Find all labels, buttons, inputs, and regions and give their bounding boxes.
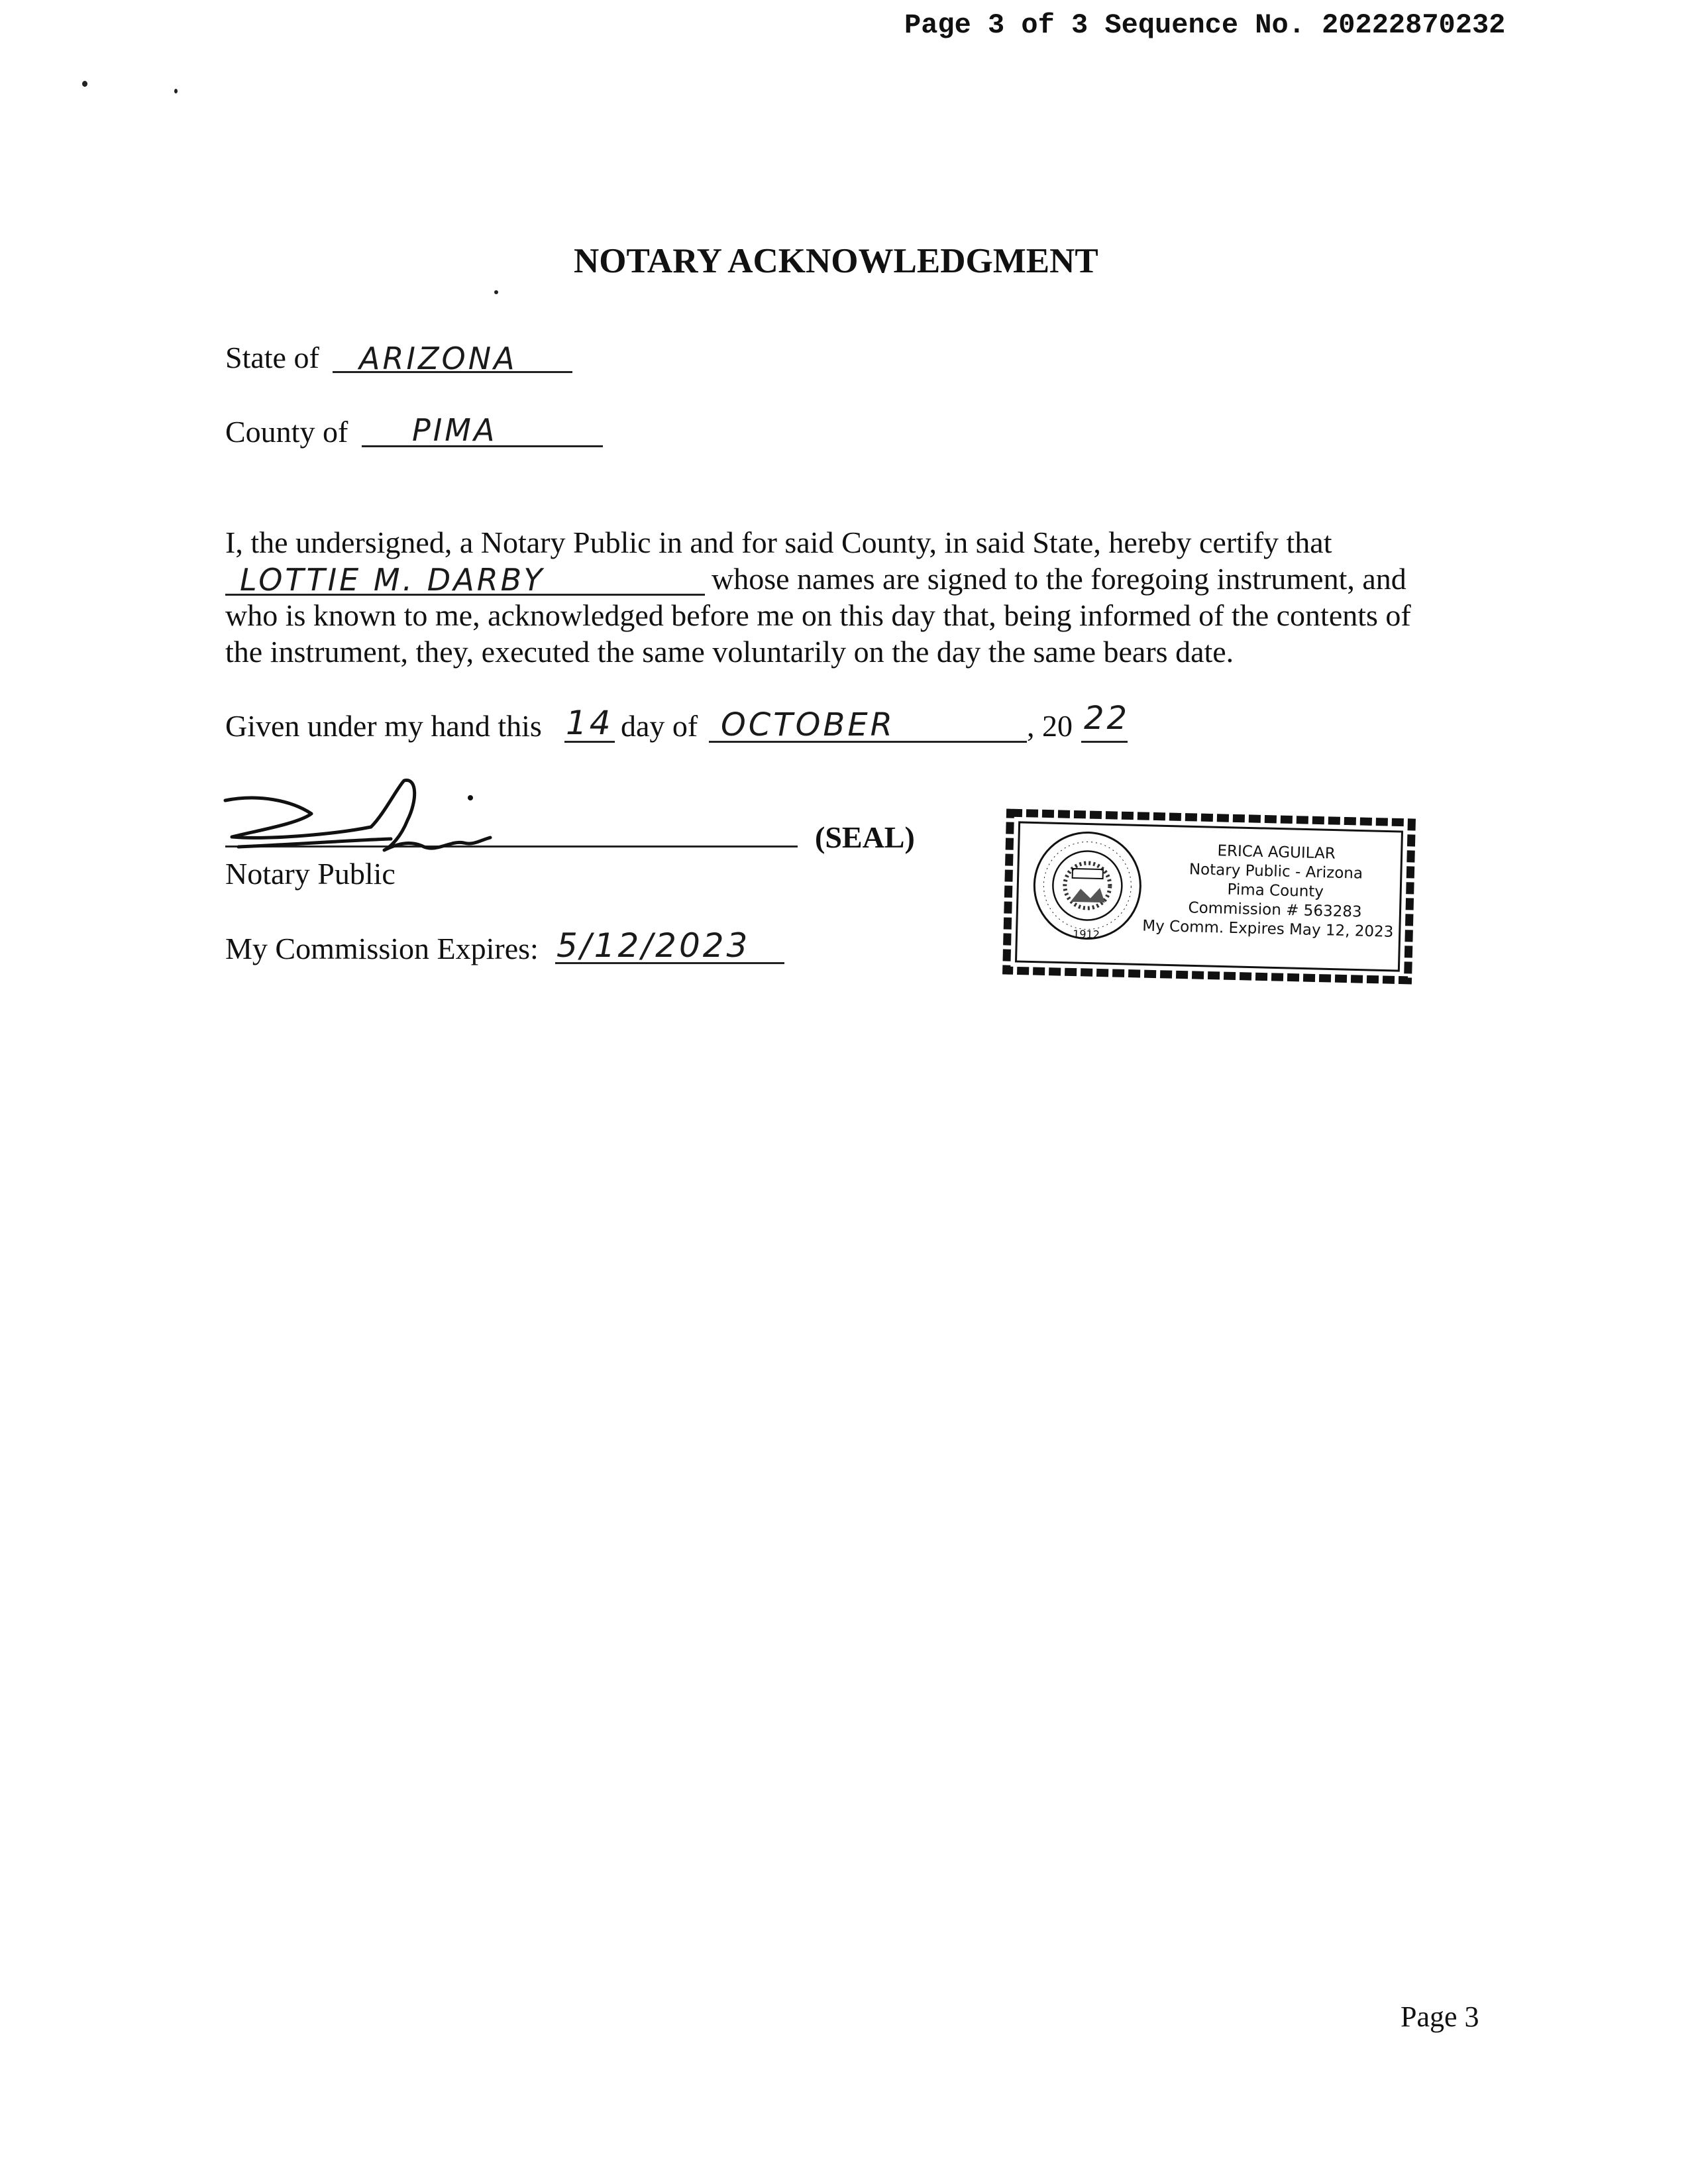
- given-day-handwritten: 14: [566, 704, 613, 742]
- page-number-footer: Page 3: [1401, 2000, 1479, 2033]
- seal-label: (SEAL): [815, 820, 915, 854]
- scan-speck: [82, 81, 87, 87]
- scan-speck: [494, 290, 498, 294]
- given-month-handwritten: OCTOBER: [721, 706, 896, 743]
- county-value-handwritten: PIMA: [412, 412, 498, 448]
- commission-value-handwritten: 5/12/2023: [556, 926, 751, 965]
- stamp-line-commission: Commission # 563283: [1188, 899, 1362, 921]
- given-year-handwritten: 22: [1084, 700, 1130, 737]
- notary-signature: [219, 774, 537, 867]
- county-label: County of: [225, 415, 348, 449]
- certify-line-3: who is known to me, acknowledged before me on this day that, being informed of the contents of: [225, 598, 1411, 632]
- stamp-seal-year: 1912: [1072, 927, 1100, 941]
- stamp-line-county: Pima County: [1227, 881, 1324, 901]
- given-year-underline: [1081, 741, 1128, 743]
- given-prefix: Given under my hand this: [225, 709, 542, 743]
- certify-line-2-tail: whose names are signed to the foregoing instrument, and: [712, 562, 1406, 596]
- notary-public-label: Notary Public: [225, 857, 396, 891]
- notary-stamp: [998, 804, 1420, 988]
- certify-line-4: the instrument, they, executed the same voluntarily on the day the same bears date.: [225, 635, 1234, 669]
- given-day-of: day of: [621, 709, 698, 743]
- state-value-handwritten: ARIZONA: [359, 341, 517, 376]
- stamp-line-expires: My Comm. Expires May 12, 2023: [1141, 917, 1394, 941]
- given-year-prefix: , 20: [1027, 709, 1073, 743]
- scan-speck: [174, 89, 178, 93]
- stamp-notary-name: ERICA AGUILAR: [1217, 842, 1336, 863]
- stamp-line-notary-public: Notary Public - Arizona: [1189, 861, 1363, 883]
- commission-label: My Commission Expires:: [225, 932, 539, 965]
- signer-name-handwritten: LOTTIE M. DARBY: [240, 562, 545, 598]
- state-label: State of: [225, 341, 319, 374]
- page-sequence-header: Page 3 of 3 Sequence No. 20222870232: [904, 9, 1506, 41]
- certify-line-1: I, the undersigned, a Notary Public in and for said County, in said State, hereby certify that: [225, 525, 1332, 559]
- document-title: NOTARY ACKNOWLEDGMENT: [574, 242, 1098, 280]
